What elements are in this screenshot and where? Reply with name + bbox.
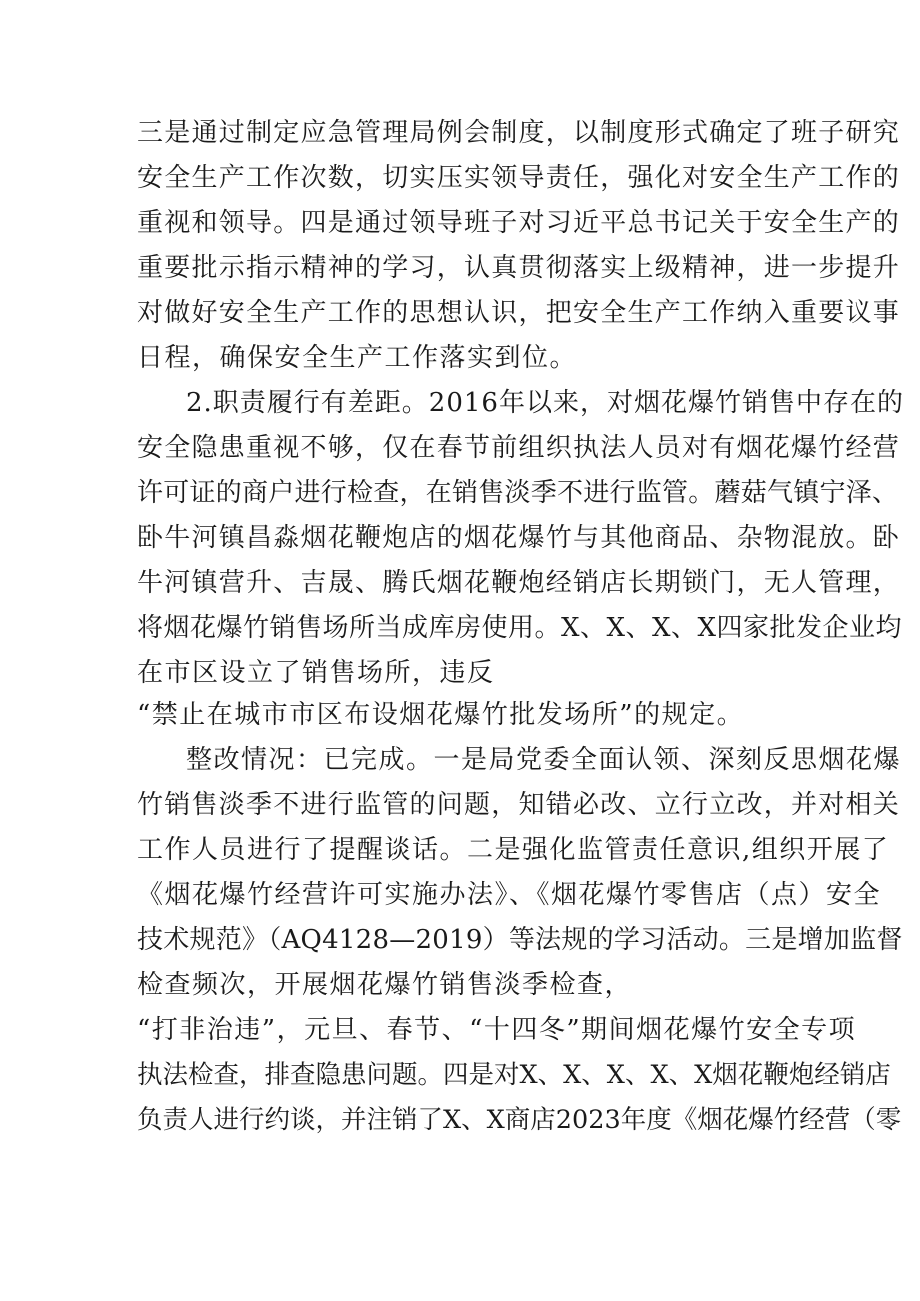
text-line: 三是通过制定应急管理局例会制度，以制度形式确定了班子研究 (137, 118, 901, 148)
text-line: 安全隐患重视不够，仅在春节前组织执法人员对有烟花爆竹经营 (137, 433, 901, 463)
text-line: “打非治违”，元旦、春节、“十四冬”期间烟花爆竹安全专项 (137, 1015, 857, 1045)
text-line: 技术规范》（AQ4128—2019）等法规的学习活动。三是增加监督 (137, 925, 903, 955)
text-line: 在市区设立了销售场所，违反 (137, 658, 495, 688)
text-line: 重视和领导。四是通过领导班子对习近平总书记关于安全生产的 (137, 208, 901, 238)
text-line: 卧牛河镇昌淼烟花鞭炮店的烟花爆竹与其他商品、杂物混放。卧 (137, 523, 901, 553)
text-line: 牛河镇营升、吉晟、腾氏烟花鞭炮经销店长期锁门，无人管理， (137, 568, 901, 598)
text-line: 竹销售淡季不进行监管的问题，知错必改、立行立改，并对相关 (137, 790, 901, 820)
text-line: 对做好安全生产工作的思想认识，把安全生产工作纳入重要议事 (137, 298, 901, 328)
text-line: 负责人进行约谈，并注销了X、X商店2023年度《烟花爆竹经营（零 (137, 1105, 902, 1135)
text-line: 许可证的商户进行检查，在销售淡季不进行监管。蘑菇气镇宁泽、 (137, 478, 899, 508)
section-heading-line: 2.职责履行有差距。2016年以来，对烟花爆竹销售中存在的 (186, 388, 904, 418)
text-line: “禁止在城市市区布设烟花爆竹批发场所”的规定。 (137, 700, 745, 730)
text-line: 工作人员进行了提醒谈话。二是强化监管责任意识,组织开展了 (137, 835, 890, 865)
text-line: 重要批示指示精神的学习，认真贯彻落实上级精神，进一步提升 (137, 253, 901, 283)
text-line: 日程，确保安全生产工作落实到位。 (137, 343, 578, 373)
text-line: 将烟花爆竹销售场所当成库房使用。X、X、X、X四家批发企业均 (137, 613, 903, 643)
text-line: 安全生产工作次数，切实压实领导责任，强化对安全生产工作的 (137, 163, 901, 193)
text-line: 检查频次，开展烟花爆竹销售淡季检查， (137, 970, 633, 1000)
paragraph-start-line: 整改情况：已完成。一是局党委全面认领、深刻反思烟花爆 (186, 745, 902, 775)
text-line: 执法检查，排查隐患问题。四是对X、X、X、X、X烟花鞭炮经销店 (137, 1060, 891, 1090)
text-line: 《烟花爆竹经营许可实施办法》、《烟花爆竹零售店（点）安全 (137, 880, 882, 910)
